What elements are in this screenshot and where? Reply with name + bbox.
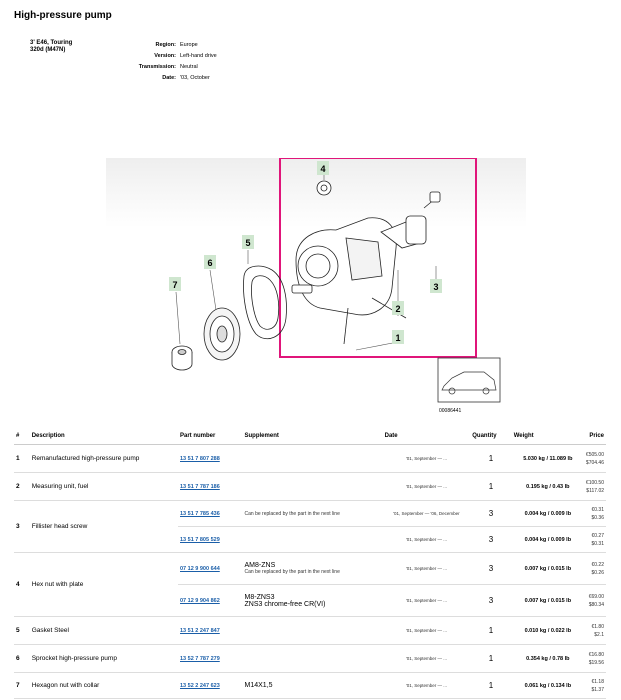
callout-5[interactable]: 5 [245,238,251,248]
part-description: Sprocket high-pressure pump [30,645,178,673]
meta-version: Version: Left-hand drive [154,53,217,59]
part-number-link[interactable]: 13 52 7 787 279 [180,656,220,662]
vehicle-meta [118,42,217,86]
part-number-link[interactable]: 07 12 9 904 862 [180,598,220,604]
callout-2[interactable]: 2 [395,304,401,314]
vehicle-model: 3' E46, Touring [30,40,73,46]
part-description: Fillister head screw [30,501,178,553]
callout-3[interactable]: 3 [433,282,439,292]
header-num: # [14,428,30,445]
table-row: 3 Fillister head screw 13 51 7 785 436 Can be replaced by the part in the next line '01, September — '06, December 3 0.004 kg / 0.009 lb €0.31 $0.36 [14,501,606,527]
meta-region: Region: Europe [155,42,198,48]
part-number-link[interactable]: 13 51 7 785 436 [180,511,220,517]
part-description: Gasket Steel [30,617,178,645]
table-row: 1 Remanufactured high-pressure pump 13 51 7 807 288 '01, September — ... 1 5.030 kg / 11.089 lb €505.00 $704.46 [14,445,606,473]
part-number-link[interactable]: 13 51 7 787 186 [180,484,220,490]
header-weight: Weight [512,428,584,445]
meta-transmission: Transmission: Neutral [138,64,198,70]
callout-7[interactable]: 7 [172,280,178,290]
meta-date: Date: '03, October [162,75,210,81]
header-quantity: Quantity [470,428,511,445]
table-row: 07 12 9 904 862 M8-ZNS3 ZNS3 chrome-free CR(VI) '01, September — ... 3 0.007 kg / 0.015 lb €69.00 $80.34 [14,585,606,617]
table-row: 2 Measuring unit, fuel 13 51 7 787 186 '01, September — ... 1 0.195 kg / 0.43 lb €100.50 $117.02 [14,473,606,501]
callout-1[interactable]: 1 [395,333,401,343]
table-row: 4 Hex nut with plate 07 12 9 900 644 AM8-ZNS Can be replaced by the part in the next line '01, September — ... 3 0.007 kg / 0.015 lb €0.22 $0.26 [14,553,606,585]
part-description: Hexagon nut with collar [30,673,178,699]
table-row: 7 Hexagon nut with collar 13 52 2 247 623 M14X1,5 '01, September — ... 1 0.061 kg / 0.134 lb €1.18 $1.37 [14,673,606,699]
table-row: 13 51 7 805 529 '01, September — ... 3 0.004 kg / 0.009 lb €0.27 $0.31 [14,527,606,553]
table-row: 6 Sprocket high-pressure pump 13 52 7 787 279 '01, September — ... 1 0.354 kg / 0.78 lb €16.80 $19.56 [14,645,606,673]
part-description: Remanufactured high-pressure pump [30,445,178,473]
part-number-link[interactable]: 13 51 2 247 847 [180,628,220,634]
header-date: Date [383,428,471,445]
table-header-row [14,428,606,445]
header-part-number: Part number [178,428,243,445]
callout-4[interactable]: 4 [320,164,326,174]
header-description: Description [30,428,178,445]
parts-table [14,428,606,699]
header-price: Price [584,428,606,445]
part-number-link[interactable]: 13 52 2 247 623 [180,683,220,689]
image-code: 00086441 [439,408,462,414]
part-number-link[interactable]: 13 51 7 807 288 [180,456,220,462]
sprocket-illustration [204,308,240,360]
part-description: Measuring unit, fuel [30,473,178,501]
nut-illustration [172,346,192,370]
part-number-link[interactable]: 13 51 7 805 529 [180,537,220,543]
callout-6[interactable]: 6 [207,258,213,268]
vehicle-engine: 320d (M47N) [30,47,66,53]
car-thumbnail [438,358,500,414]
vehicle-info [30,40,72,54]
part-description: Hex nut with plate [30,553,178,617]
parts-diagram [106,158,526,418]
header-supplement: Supplement [243,428,383,445]
page-title: High-pressure pump [14,10,112,21]
table-row: 5 Gasket Steel 13 51 2 247 847 '01, September — ... 1 0.010 kg / 0.022 lb €1.80 $2.1 [14,617,606,645]
part-number-link[interactable]: 07 12 9 900 644 [180,566,220,572]
